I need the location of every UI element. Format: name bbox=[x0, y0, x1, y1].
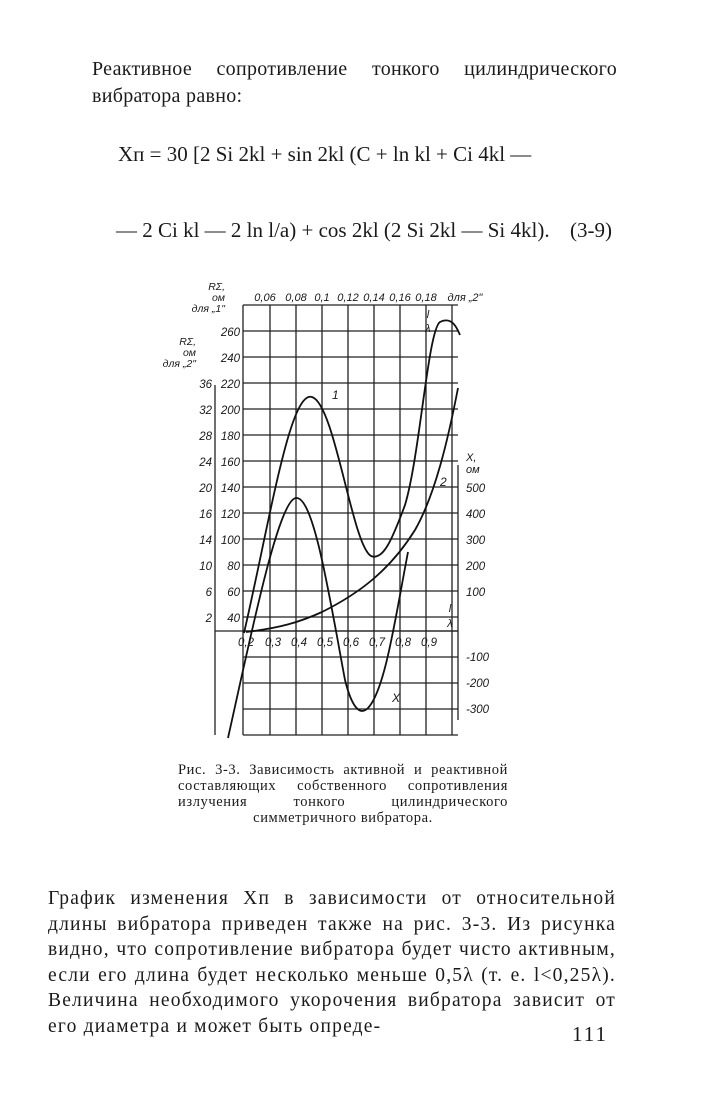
top-tick-label: 0,16 bbox=[389, 292, 411, 304]
r1-tick-label: 260 bbox=[220, 327, 240, 339]
x-axis-label: X, bbox=[466, 452, 477, 464]
equation-line-1: Xп = 30 [2 Si 2kl + sin 2kl (C + ln kl + Ci 4kl — bbox=[118, 142, 532, 166]
bottom-tick-label: 0,2 bbox=[238, 637, 254, 649]
top-tick-label: 0,12 bbox=[337, 292, 359, 304]
r1-tick-label: 60 bbox=[227, 587, 240, 599]
x-tick-label: 200 bbox=[466, 561, 486, 573]
r1-tick-label: 160 bbox=[220, 457, 240, 469]
curve-x bbox=[228, 498, 408, 738]
top-tick-label: 0,1 bbox=[314, 292, 330, 304]
intro-paragraph: Реактивное сопротивление тонкого цилиндрического вибратора равно: bbox=[92, 58, 617, 107]
bottom-tick-label: 0,6 bbox=[343, 637, 359, 649]
r2-tick-label: 24 bbox=[199, 457, 212, 469]
r2-tick-label: 36 bbox=[199, 379, 212, 391]
curve-label-2: 2 bbox=[440, 475, 447, 489]
top-tick-label: 0,08 bbox=[285, 292, 307, 304]
l-over-lambda-top: λ bbox=[425, 323, 431, 335]
x-tick-label: 400 bbox=[466, 509, 486, 521]
r2-tick-label: 32 bbox=[199, 405, 212, 417]
figure-caption: Рис. 3-3. Зависимость активной и реактивной составляющих собственного сопротивления излучения тонкого цилиндрического симметричного вибратора. bbox=[178, 762, 508, 826]
bottom-tick-label: 0,5 bbox=[317, 637, 333, 649]
bottom-tick-label: 0,8 bbox=[395, 637, 411, 649]
r2-tick-label: 16 bbox=[199, 509, 212, 521]
top-tick-label: 0,06 bbox=[254, 292, 276, 304]
x-tick-label: -100 bbox=[466, 652, 490, 664]
r1-tick-label: 120 bbox=[220, 509, 240, 521]
l-over-lambda-bottom: λ bbox=[447, 618, 453, 630]
equation-number: (3-9) bbox=[570, 218, 612, 242]
r2-axis-label: для „2" bbox=[162, 358, 196, 370]
r2-tick-label: 6 bbox=[205, 587, 212, 599]
r2-axis-label: RΣ, bbox=[179, 336, 196, 348]
l-over-lambda-bottom: l bbox=[448, 603, 452, 615]
r2-tick-label: 10 bbox=[199, 561, 212, 573]
x-tick-label: 100 bbox=[466, 587, 486, 599]
r1-axis-label: ом bbox=[211, 292, 225, 304]
r1-tick-label: 80 bbox=[227, 561, 240, 573]
r1-tick-label: 180 bbox=[220, 431, 240, 443]
x-tick-label: 300 bbox=[466, 535, 486, 547]
bottom-tick-label: 0,7 bbox=[369, 637, 385, 649]
l-over-lambda-top: l bbox=[426, 309, 430, 321]
r1-tick-label: 240 bbox=[220, 353, 240, 365]
r2-tick-label: 20 bbox=[199, 483, 212, 495]
r1-tick-label: 40 bbox=[227, 613, 240, 625]
equation-line-2: — 2 Ci kl — 2 ln l/a) + cos 2kl (2 Si 2kl — Si 4kl). bbox=[116, 218, 550, 242]
curve-label-1: 1 bbox=[332, 388, 339, 402]
curve-1 bbox=[244, 320, 460, 633]
x-tick-label: -300 bbox=[466, 704, 490, 716]
r2-tick-label: 14 bbox=[199, 535, 212, 547]
bottom-tick-label: 0,3 bbox=[265, 637, 281, 649]
bottom-tick-label: 0,4 bbox=[291, 637, 307, 649]
x-tick-label: 500 bbox=[466, 483, 486, 495]
body-paragraph: График изменения Xп в зависимости от относительной длины вибратора приведен также на рис. 3-3. Из рисунка видно, что сопротивление вибратора будет чисто активным, если его длина будет несколько меньше 0,5λ (т. е. l<0,25λ). Величина необходимого укорочения вибратора зависит от его диаметра и может быть опреде- bbox=[48, 888, 616, 1037]
x-axis-label: ом bbox=[466, 464, 480, 476]
x-tick-label: -200 bbox=[466, 678, 490, 690]
r1-tick-label: 220 bbox=[220, 379, 240, 391]
top-axis-label: для „2" bbox=[447, 292, 483, 304]
bottom-tick-label: 0,9 bbox=[421, 637, 437, 649]
r1-tick-label: 140 bbox=[220, 483, 240, 495]
r2-tick-label: 2 bbox=[205, 613, 212, 625]
r1-tick-label: 200 bbox=[220, 405, 240, 417]
r2-tick-label: 28 bbox=[199, 431, 212, 443]
r1-axis-label: RΣ, bbox=[208, 281, 225, 293]
r1-axis-label: для „1" bbox=[191, 303, 225, 315]
r2-axis-label: ом bbox=[182, 347, 196, 359]
curve-label-x: X bbox=[392, 691, 401, 705]
page-number: 111 bbox=[572, 1022, 608, 1046]
top-tick-label: 0,18 bbox=[415, 292, 437, 304]
top-tick-label: 0,14 bbox=[363, 292, 385, 304]
r1-tick-label: 100 bbox=[220, 535, 240, 547]
